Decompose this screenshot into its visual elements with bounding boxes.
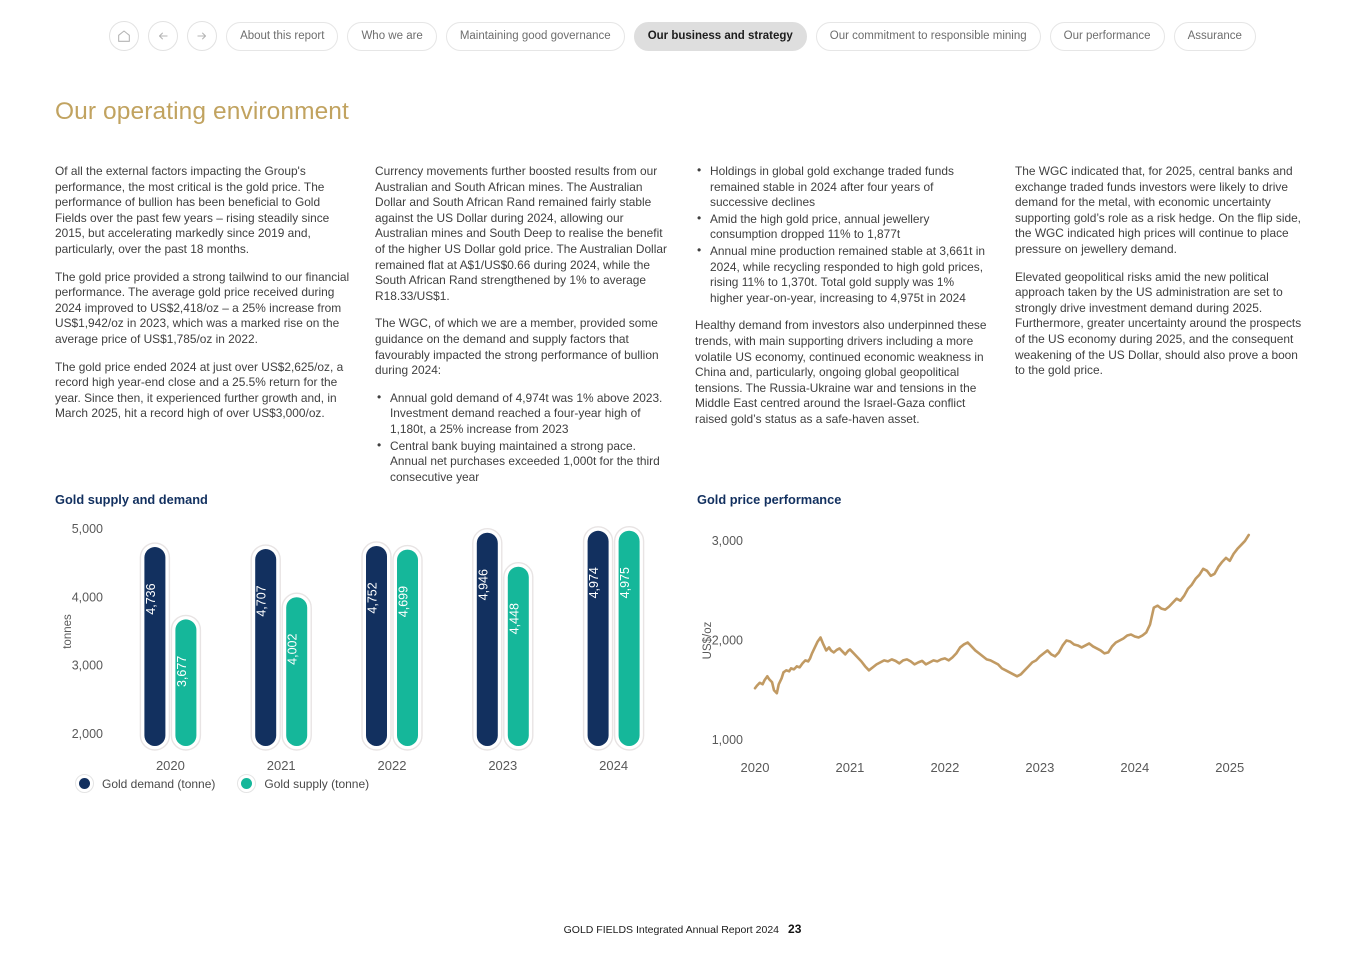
- gold-price-performance-chart: [697, 492, 1277, 792]
- legend-label: Gold supply (tonne): [264, 776, 370, 791]
- chart-title: Gold price performance: [697, 492, 842, 507]
- paragraph: Elevated geopolitical risks amid the new political approach taken by the US administration are set to strongly drive investment demand during 2025. Furthermore, greater uncertainty around the prospects of the US economy during 2025, and the consequent weakening of the US Dollar, should also prove a boon to the gold price.: [1015, 269, 1302, 378]
- svg-text:4,736: 4,736: [143, 583, 158, 615]
- svg-text:4,946: 4,946: [476, 569, 491, 601]
- svg-text:5,000: 5,000: [71, 522, 103, 536]
- svg-text:2020: 2020: [155, 758, 185, 772]
- page-title: Our operating environment: [55, 98, 349, 125]
- svg-text:2021: 2021: [835, 760, 865, 775]
- svg-text:3,677: 3,677: [174, 655, 189, 688]
- text-column-4: [1015, 164, 1310, 497]
- svg-text:4,000: 4,000: [71, 590, 103, 605]
- svg-text:4,707: 4,707: [254, 585, 269, 617]
- forward-button[interactable]: [187, 21, 217, 51]
- bar-chart-svg: [55, 517, 675, 772]
- paragraph: Of all the external factors impacting the Group's performance, the most critical is the gold price. The performance of bullion has been beneficial to Gold Fields over the past few years – rising steadily since 2015, but accelerating markedly since 2019 and, particularly, over the past 18 months.: [55, 164, 330, 256]
- svg-text:2023: 2023: [488, 758, 518, 772]
- legend-item-gold-supply[interactable]: [237, 774, 369, 793]
- list-item: • Central bank buying maintained a strong pace. Annual net purchases exceeded 1,000t for the third consecutive year: [375, 439, 670, 486]
- footer-page-number: 23: [788, 922, 802, 936]
- home-icon: [116, 28, 132, 44]
- legend-swatch-demand-icon: [75, 774, 94, 793]
- tab-assurance[interactable]: Assurance: [1174, 22, 1256, 51]
- back-arrow-icon: [156, 29, 170, 43]
- svg-text:2022: 2022: [377, 758, 407, 772]
- paragraph: Healthy demand from investors also underpinned these trends, with main supporting drivers including a more volatile US economy, continued economic weakness in China and, particularly, ongoing global geopolitical tensions. The Russia-Ukraine war and tensions in the Middle East centred around the Israel-Gaza conflict raised gold’s status as a safe-haven asset.: [695, 318, 987, 426]
- back-button[interactable]: [148, 21, 178, 51]
- svg-text:4,752: 4,752: [365, 582, 380, 614]
- line-chart-svg: [697, 517, 1277, 792]
- list-item: • Annual mine production remained stable at 3,661t in 2024, while recycling responded to high gold prices, rising 11% to 1,370t. Total gold supply was 1% higher year-on-year, increasing to 4,975t in 2024: [695, 244, 990, 306]
- svg-text:US$/oz: US$/oz: [702, 621, 714, 660]
- paragraph: The gold price provided a strong tailwind to our financial performance. The average gold price received during 2024 improved to US$2,418/oz – a 25% increase from US$1,942/oz in 2023, which was a marked rise on the average price of US$1,785/oz in 2022.: [55, 269, 350, 346]
- text-column-1: [55, 164, 350, 497]
- svg-text:2023: 2023: [1025, 760, 1055, 775]
- tab-our-commitment-to-responsible-mining[interactable]: Our commitment to responsible mining: [816, 22, 1041, 51]
- tab-who-we-are[interactable]: Who we are: [347, 22, 436, 51]
- legend-item-gold-demand[interactable]: [75, 774, 215, 793]
- svg-text:4,448: 4,448: [507, 603, 522, 635]
- tab-our-business-and-strategy[interactable]: Our business and strategy: [634, 22, 807, 51]
- svg-text:2024: 2024: [599, 758, 629, 772]
- list-item: • Holdings in global gold exchange traded funds remained stable in 2024 after four years of successive declines: [695, 164, 990, 211]
- svg-text:2022: 2022: [930, 760, 960, 775]
- svg-text:2,000: 2,000: [71, 727, 103, 741]
- paragraph: Currency movements further boosted results from our Australian and South African mines. The Australian Dollar and South African Rand remained fairly stable against the US Dollar during 2024, allowing our Australian mines and South Deep to realise the benefit of the higher US Dollar gold price. The Australian Dollar remained flat at A$1/US$0.66 during 2024, while the South African Rand strengthened by 1% to average R18.33/US$1.: [375, 164, 667, 303]
- top-navigation-bar: [0, 0, 1365, 72]
- tab-our-performance[interactable]: Our performance: [1050, 22, 1165, 51]
- nav-strip: [109, 21, 1256, 51]
- paragraph: The gold price ended 2024 at just over US$2,625/oz, a record high year-end close and a 25.5% return for the year. Since then, it experienced further growth and, in March 2025, hit a record high of over US$3,000/oz.: [55, 359, 344, 421]
- svg-text:3,000: 3,000: [71, 658, 103, 673]
- list-item: • Annual gold demand of 4,974t was 1% above 2023. Investment demand reached a four-year high of 1,180t, a 25% increase from 2023: [375, 391, 670, 438]
- bar-chart-legend: [55, 774, 675, 793]
- legend-label: Gold demand (tonne): [102, 776, 216, 791]
- bullet-list: [695, 164, 990, 306]
- legend-swatch-supply-icon: [237, 774, 256, 793]
- svg-text:2020: 2020: [740, 760, 770, 775]
- gold-supply-demand-chart: [55, 492, 675, 793]
- svg-text:2,000: 2,000: [711, 633, 743, 648]
- footer-report-name: GOLD FIELDS Integrated Annual Report 2024: [563, 924, 780, 936]
- svg-text:1,000: 1,000: [711, 733, 743, 747]
- svg-text:3,000: 3,000: [711, 533, 743, 548]
- home-button[interactable]: [109, 21, 139, 51]
- page-footer: [0, 922, 1365, 936]
- svg-text:4,975: 4,975: [618, 567, 633, 599]
- svg-text:2024: 2024: [1120, 760, 1150, 775]
- svg-text:4,974: 4,974: [587, 567, 602, 599]
- svg-text:tonnes: tonnes: [62, 614, 74, 649]
- svg-text:2025: 2025: [1215, 760, 1245, 775]
- text-column-3: [695, 164, 990, 497]
- tab-maintaining-good-governance[interactable]: Maintaining good governance: [446, 22, 625, 51]
- article-columns: [55, 164, 1333, 497]
- svg-text:4,699: 4,699: [396, 585, 411, 618]
- paragraph: The WGC, of which we are a member, provided some guidance on the demand and supply factors that favourably impacted the strong performance of bullion during 2024:: [375, 316, 659, 378]
- list-item: • Amid the high gold price, annual jewellery consumption dropped 11% to 1,877t: [695, 212, 990, 243]
- text-column-2: [375, 164, 670, 497]
- paragraph: The WGC indicated that, for 2025, central banks and exchange traded funds investors were likely to drive demand for the metal, with economic uncertainty supporting gold’s role as a risk hedge. On the flip side, the WGC indicated high prices will continue to place pressure on jewellery demand.: [1015, 164, 1301, 256]
- svg-text:2021: 2021: [266, 758, 296, 772]
- tab-about-this-report[interactable]: About this report: [226, 22, 338, 51]
- bullet-list: [375, 391, 670, 486]
- forward-arrow-icon: [195, 29, 209, 43]
- chart-title: Gold supply and demand: [55, 492, 208, 507]
- svg-text:4,002: 4,002: [285, 633, 300, 665]
